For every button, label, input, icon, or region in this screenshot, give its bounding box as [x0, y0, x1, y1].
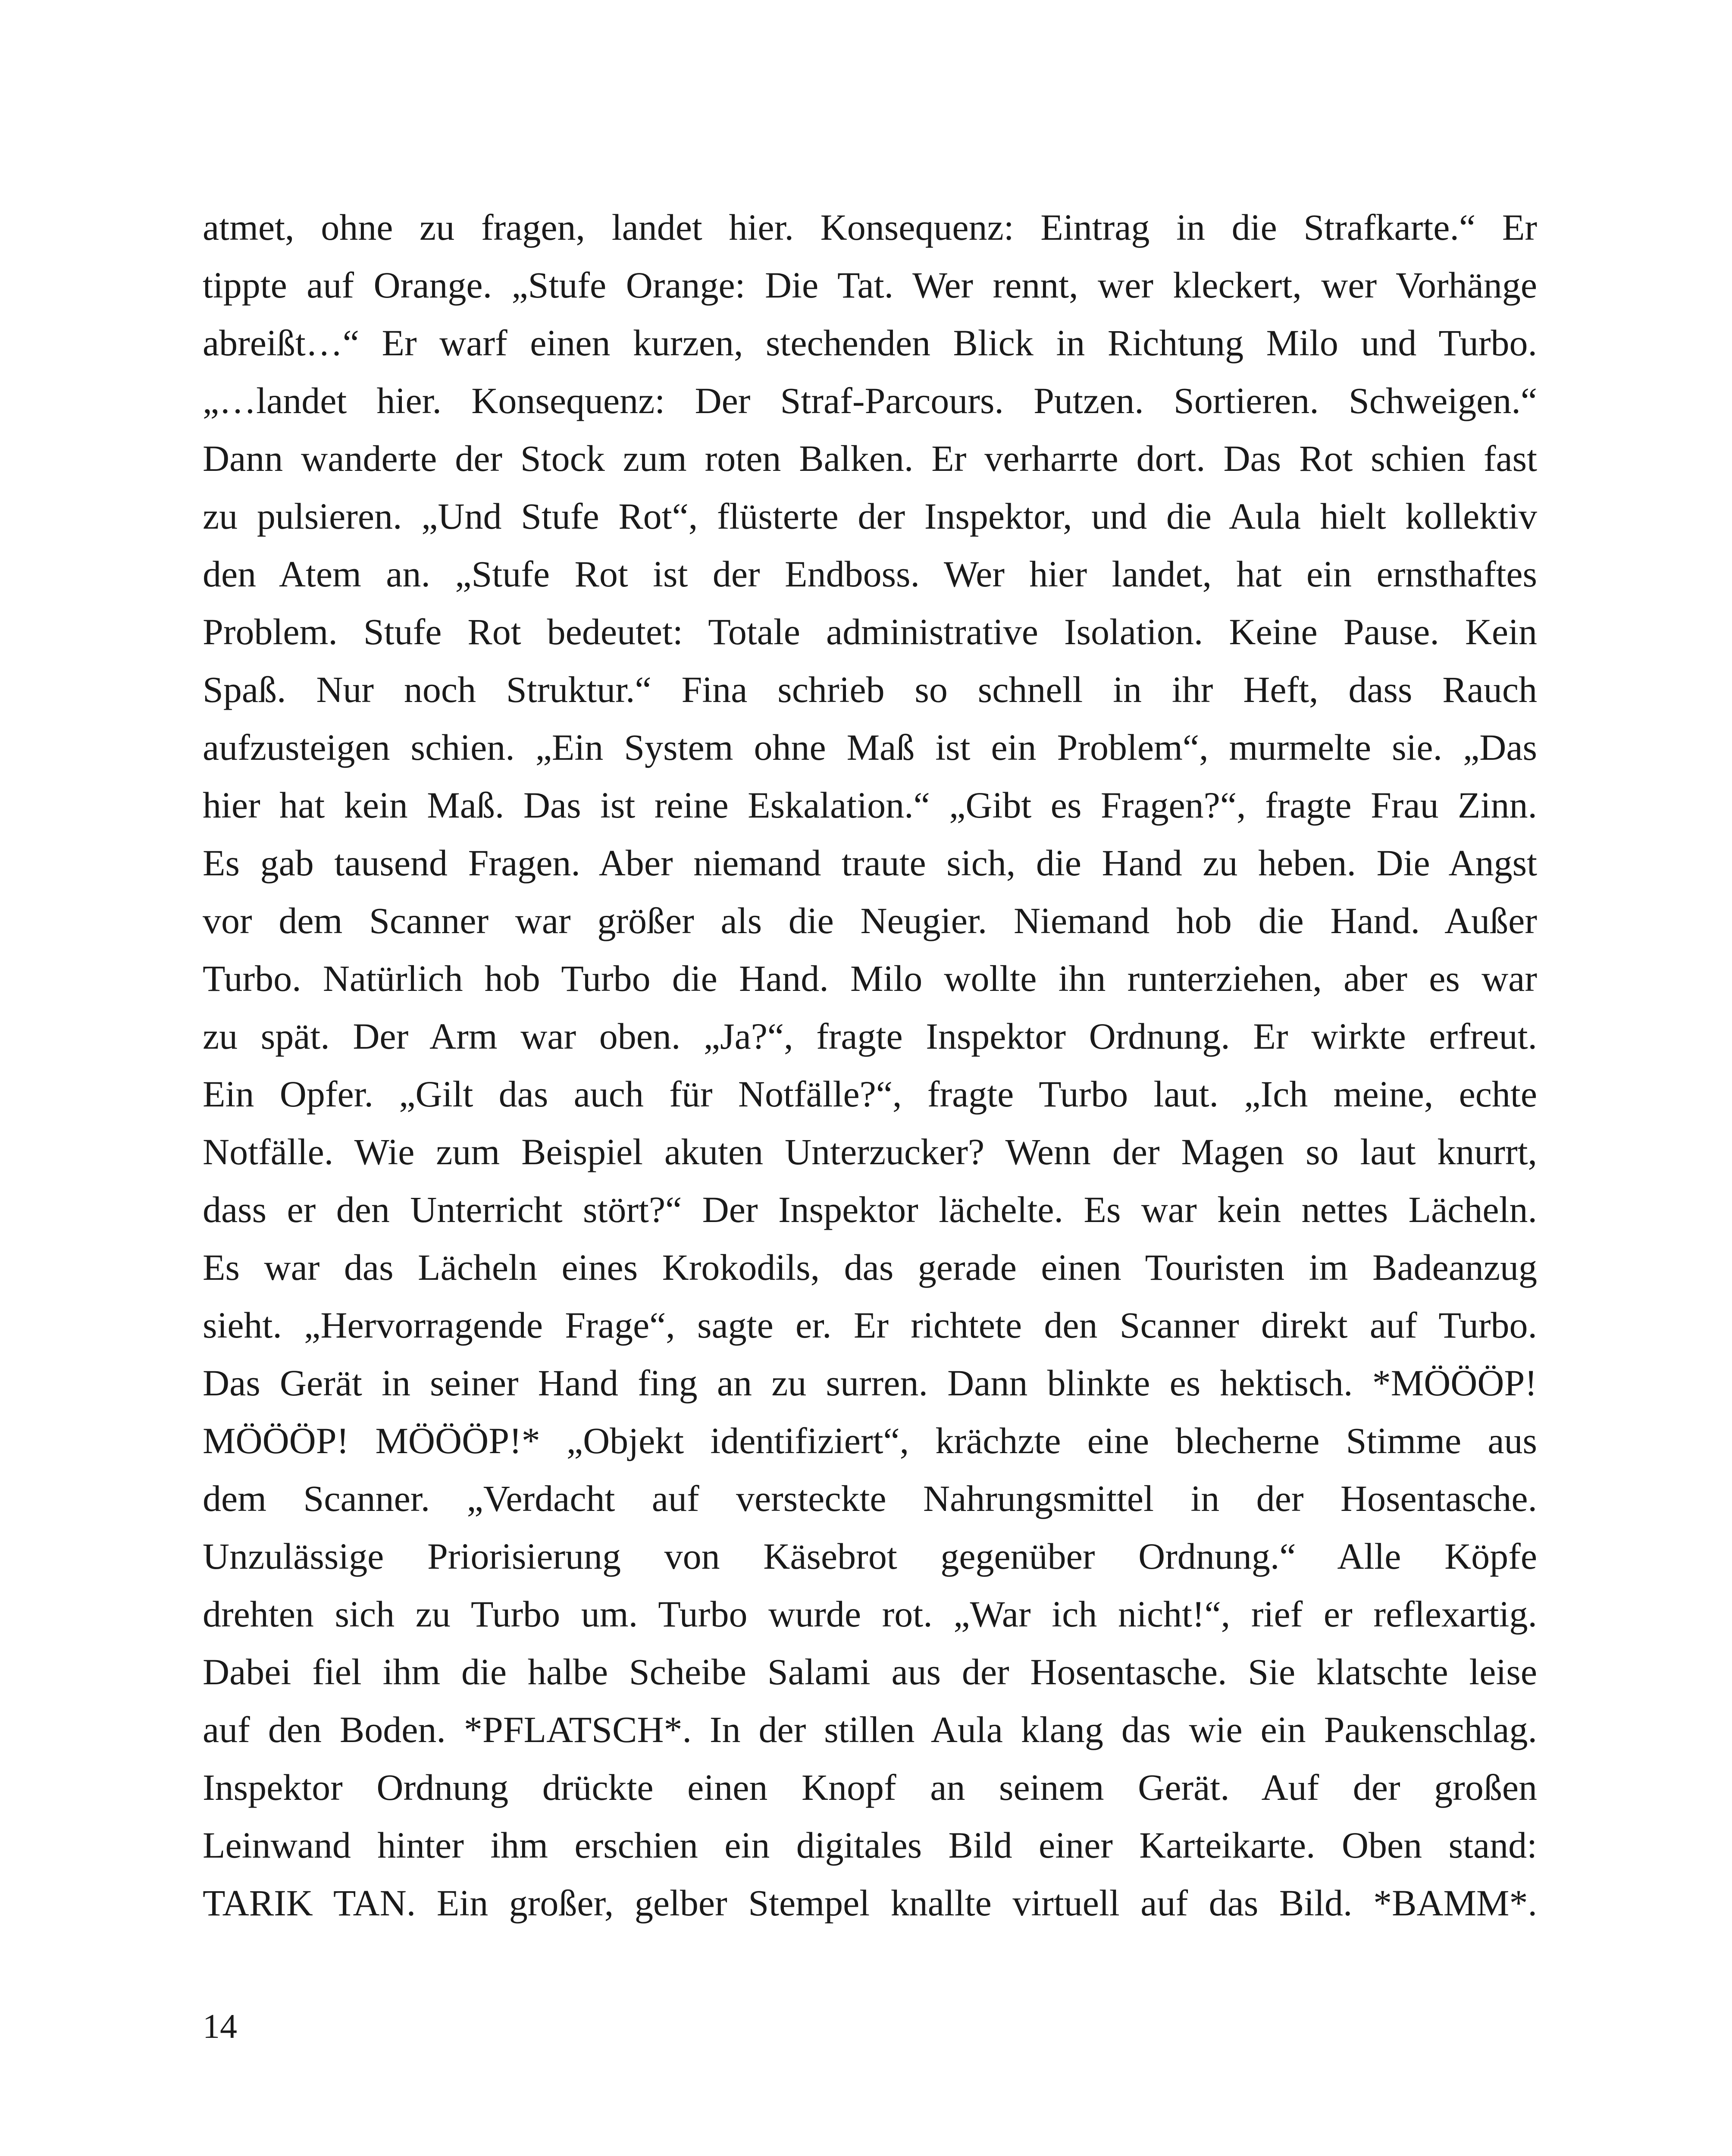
text-line: atmet, ohne zu fragen, landet hier. Konsequenz: Eintrag in die Strafkarte.“ Er: [203, 207, 1537, 248]
text-line: Dabei fiel ihm die halbe Scheibe Salami aus der Hosentasche. Sie klatschte leise: [203, 1651, 1537, 1692]
text-line: Turbo. Natürlich hob Turbo die Hand. Milo wollte ihn runterziehen, aber es war: [203, 958, 1537, 999]
text-line: tippte auf Orange. „Stufe Orange: Die Tat. Wer rennt, wer kleckert, wer Vorhänge: [203, 264, 1537, 306]
text-line: Es war das Lächeln eines Krokodils, das gerade einen Touristen im Badeanzug: [203, 1247, 1537, 1288]
text-line: MÖÖÖP! MÖÖÖP!* „Objekt identifiziert“, krächzte eine blecherne Stimme aus: [203, 1420, 1537, 1461]
page-number: 14: [203, 2008, 237, 2046]
text-line: Ein Opfer. „Gilt das auch für Notfälle?“, fragte Turbo laut. „Ich meine, echte: [203, 1073, 1537, 1115]
text-line: Notfälle. Wie zum Beispiel akuten Unterzucker? Wenn der Magen so laut knurrt,: [203, 1131, 1537, 1172]
text-line: Unzulässige Priorisierung von Käsebrot gegenüber Ordnung.“ Alle Köpfe: [203, 1536, 1537, 1577]
text-line: zu pulsieren. „Und Stufe Rot“, flüsterte der Inspektor, und die Aula hielt kollektiv: [203, 495, 1537, 537]
text-line: hier hat kein Maß. Das ist reine Eskalation.“ „Gibt es Fragen?“, fragte Frau Zinn.: [203, 784, 1537, 826]
text-line: TARIK TAN. Ein großer, gelber Stempel knallte virtuell auf das Bild. *BAMM*.: [203, 1882, 1537, 1924]
text-line: dass er den Unterricht stört?“ Der Inspektor lächelte. Es war kein nettes Lächeln.: [203, 1189, 1537, 1230]
text-line: sieht. „Hervorragende Frage“, sagte er. Er richtete den Scanner direkt auf Turbo.: [203, 1304, 1537, 1346]
text-line: auf den Boden. *PFLATSCH*. In der stillen Aula klang das wie ein Paukenschlag.: [203, 1709, 1537, 1750]
text-line: Problem. Stufe Rot bedeutet: Totale administrative Isolation. Keine Pause. Kein: [203, 611, 1537, 652]
text-line: Inspektor Ordnung drückte einen Knopf an seinem Gerät. Auf der großen: [203, 1767, 1537, 1808]
text-line: Leinwand hinter ihm erschien ein digitales Bild einer Karteikarte. Oben stand:: [203, 1824, 1537, 1866]
text-line: Spaß. Nur noch Struktur.“ Fina schrieb so schnell in ihr Heft, dass Rauch: [203, 669, 1537, 710]
text-line: Das Gerät in seiner Hand fing an zu surren. Dann blinkte es hektisch. *MÖÖÖP!: [203, 1362, 1537, 1404]
text-line: abreißt…“ Er warf einen kurzen, stechenden Blick in Richtung Milo und Turbo.: [203, 322, 1537, 364]
text-line: drehten sich zu Turbo um. Turbo wurde rot. „War ich nicht!“, rief er reflexartig.: [203, 1593, 1537, 1635]
text-line: „…landet hier. Konsequenz: Der Straf-Parcours. Putzen. Sortieren. Schweigen.“: [203, 380, 1537, 421]
text-line: Dann wanderte der Stock zum roten Balken. Er verharrte dort. Das Rot schien fast: [203, 438, 1537, 479]
text-line: den Atem an. „Stufe Rot ist der Endboss. Wer hier landet, hat ein ernsthaftes: [203, 553, 1537, 595]
text-line: vor dem Scanner war größer als die Neugier. Niemand hob die Hand. Außer: [203, 900, 1537, 941]
text-line: Es gab tausend Fragen. Aber niemand traute sich, die Hand zu heben. Die Angst: [203, 842, 1537, 884]
body-text: [203, 198, 1537, 1932]
text-line: dem Scanner. „Verdacht auf versteckte Nahrungsmittel in der Hosentasche.: [203, 1478, 1537, 1519]
text-line: zu spät. Der Arm war oben. „Ja?“, fragte Inspektor Ordnung. Er wirkte erfreut.: [203, 1015, 1537, 1057]
text-line: aufzusteigen schien. „Ein System ohne Maß ist ein Problem“, murmelte sie. „Das: [203, 727, 1537, 768]
